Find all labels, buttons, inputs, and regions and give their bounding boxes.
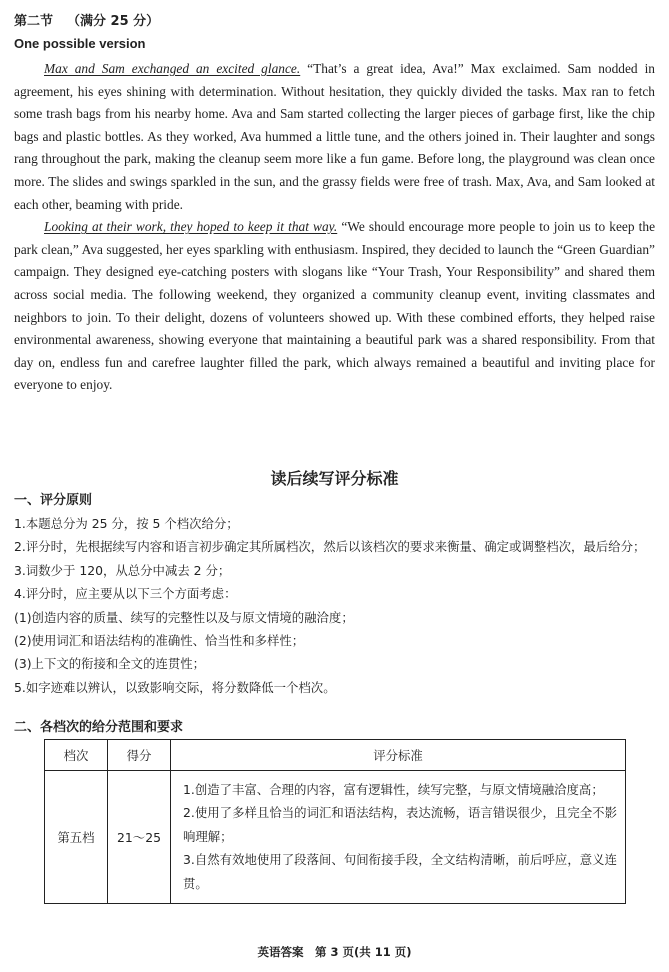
rubric-title: 读后续写评分标准 (270, 469, 399, 488)
principles-heading: 一、评分原则 (14, 493, 93, 508)
grading-table (44, 739, 626, 904)
principle-item: 1.本题总分为 25 分，按 5 个档次给分； (14, 516, 239, 531)
paragraph-1-given-sentence: Max and Sam exchanged an excited glance. (44, 61, 301, 76)
essay-paragraph-1 (14, 58, 655, 216)
paragraph-1-body: “That’s a great idea, Ava!” Max exclaimed. Sam nodded in agreement, his eyes shining with determination. Without hesitation, they quickly divided the tasks. Max ran to fetch some trash bags from his nearby home. Ava and Sam started collecting the larger pieces of garbage first, like the chip bags and plastic bottles. As they worked, Ava hummed a little tune, and the others joined in. Their laughter and songs rang throughout the park, making the cleanup seem more like a fun game. Before long, the playground was clean once more. The slides and swings sparkled in the sun, and the grassy fields were free of trash. Max, Ava, and Sam looked at each other, beaming with pride. (14, 61, 655, 212)
score-cell: 21～25 (108, 771, 171, 904)
page-footer: 英语答案 第 3 页(共 11 页) (257, 945, 412, 959)
paragraph-2-given-sentence: Looking at their work, they hoped to keep it that way. (44, 219, 338, 235)
principles-list (14, 512, 658, 699)
sample-essay (14, 58, 655, 397)
paragraph-2-body: “We should encourage more people to join us to keep the park clean,” Ava suggested, her eyes sparkling with enthusiasm. Inspired, they decided to launch the “Green Guardian” campaign. They designed eye-catching posters with slogans like “Your Trash, Your Responsibility” and shared them across social media. The following weekend, they organized a community cleanup event, inviting classmates and neighbors to join. To their delight, dozens of volunteers showed up. With these combined efforts, they helped raise environmental awareness, showing everyone that maintaining a beautiful park was a shared responsibility. From that day on, endless fun and carefree laughter filled the park, which always remained a beautiful and inviting place for everyone to enjoy. (14, 219, 656, 393)
column-header-score: 得分 (108, 740, 171, 771)
principle-item: (2)使用词汇和语法结构的准确性、恰当性和多样性； (14, 633, 305, 649)
criteria-item: 2.使用了多样且恰当的词汇和语法结构，表达流畅，语言错误很少，且完全不影响理解； (183, 805, 617, 844)
essay-paragraph-2 (14, 216, 655, 397)
principle-item: 5.如字迹难以辨认，以致影响交际，将分数降低一个档次。 (14, 679, 336, 695)
table-header-row (45, 740, 626, 771)
table-row (45, 771, 626, 904)
principle-item: 2.评分时，先根据续写内容和语言初步确定其所属档次，然后以该档次的要求来衡量、确定或调整档次，最后给分； (14, 539, 646, 555)
criteria-item: 1.创造了丰富、合理的内容，富有逻辑性，续写完整，与原文情境融洽度高； (183, 782, 604, 797)
section-heading (14, 10, 159, 29)
criteria-item: 3.自然有效地使用了段落间、句间衔接手段，全文结构清晰，前后呼应，意义连贯。 (183, 852, 617, 891)
principle-item: (3)上下文的衔接和全文的连贯性； (14, 656, 206, 672)
principle-item: 4.评分时，应主要从以下三个方面考虑： (14, 586, 237, 602)
section-score: （满分 25 分） (67, 14, 160, 29)
principle-item: (1)创造内容的质量、续写的完整性以及与原文情境的融洽度； (14, 609, 354, 625)
version-label: One possible version (14, 36, 146, 51)
column-header-grade: 档次 (45, 740, 108, 771)
section-title: 第二节 (14, 14, 54, 29)
column-header-criteria: 评分标准 (171, 740, 626, 771)
principle-item: 3.词数少于 120，从总分中减去 2 分； (14, 562, 231, 578)
ranges-heading: 二、各档次的给分范围和要求 (14, 720, 184, 735)
grade-cell: 第五档 (45, 771, 108, 904)
criteria-cell (171, 771, 626, 904)
